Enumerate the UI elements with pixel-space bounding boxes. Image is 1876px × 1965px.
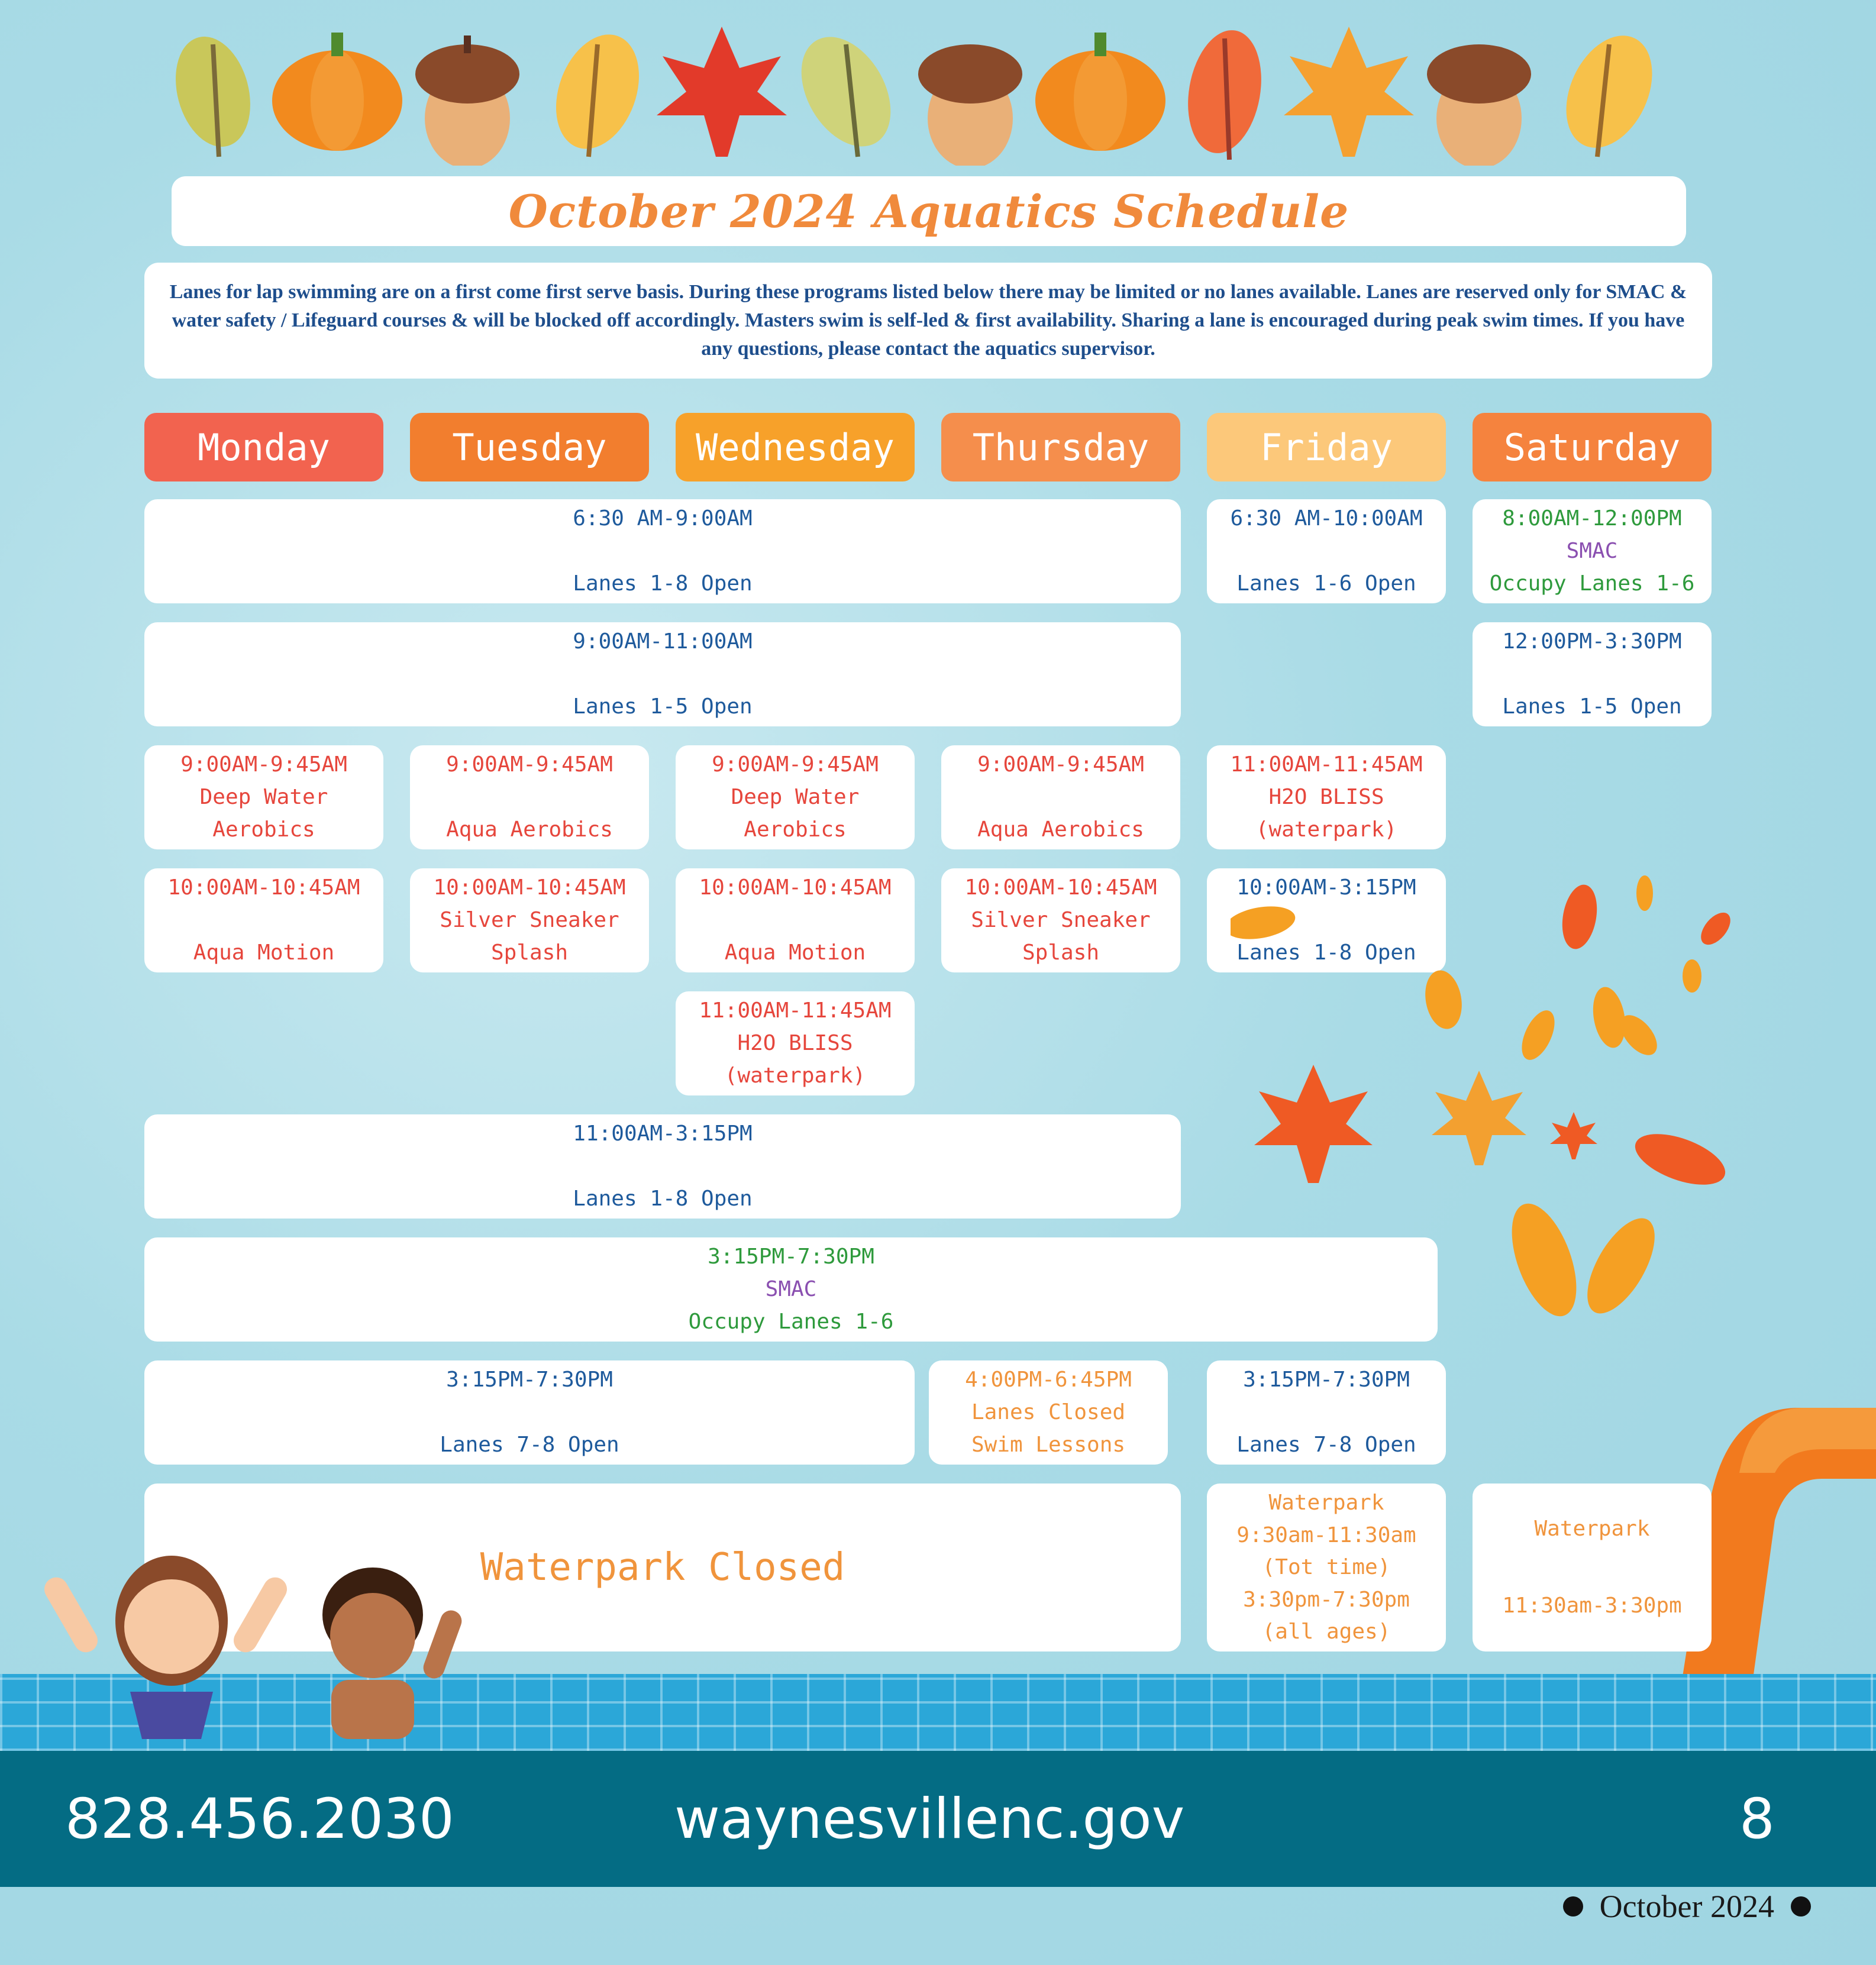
leaf-icon [783, 21, 909, 162]
leaf-icon [1499, 1195, 1590, 1325]
page-title: October 2024 Aquatics Schedule [508, 185, 1349, 238]
block-time: 11:00AM-3:15PM [573, 1122, 753, 1146]
block-program: SMAC [1566, 539, 1618, 563]
block-sat-mid-swim [1473, 622, 1712, 726]
leaf-icon [1696, 907, 1736, 950]
block-time: 3:15PM-7:30PM [1243, 1368, 1410, 1392]
block-time: 9:00AM-11:00AM [573, 629, 753, 654]
intro-text: Lanes for lap swimming are on a first come first serve basis. During these programs listed below there may be limited or no lanes available. Lanes are reserved only for SMAC & water safety / Lifeguard courses & will be blocked off accordingly. Masters swim is self-led & first availability. Sharing a lane is encouraged during peak swim times. If you have any questions, please contact the aquatics supervisor. [169, 281, 1687, 360]
block-detail: Lanes 1-5 Open [1502, 694, 1682, 719]
block-line: (Tot time) [1262, 1555, 1391, 1579]
block-wed-aqua-motion [676, 868, 915, 972]
waterpark-closed-label: Waterpark Closed [480, 1546, 845, 1589]
footer-bar [0, 1751, 1876, 1887]
leaf-icon [1549, 22, 1669, 161]
pumpkin-icon [272, 33, 402, 151]
block-line1: Silver Sneaker [971, 908, 1151, 932]
leaf-icon [541, 23, 654, 160]
page-number: 8 [1739, 1786, 1775, 1851]
block-line1: H2O BLISS [737, 1031, 853, 1055]
block-time: 6:30 AM-10:00AM [1230, 506, 1423, 531]
block-line: 9:30am-11:30am [1236, 1523, 1416, 1547]
leaf-icon [1231, 901, 1298, 944]
block-time: 4:00PM-6:45PM [965, 1368, 1132, 1392]
bullet-icon [1563, 1896, 1583, 1916]
day-header-monday: Monday [144, 413, 383, 481]
block-detail: Lanes 1-6 Open [1236, 571, 1416, 596]
block-thu-aqua-aerobics [941, 745, 1180, 849]
block-time: 6:30 AM-9:00AM [573, 506, 753, 531]
maple-leaf-icon [1254, 1065, 1373, 1183]
block-tue-silver-sneaker [410, 868, 649, 972]
block-mon-wed-evening-swim [144, 1360, 915, 1465]
block-line2: Splash [490, 941, 569, 965]
boy-swimmer-icon [322, 1568, 464, 1739]
block-detail: Lanes 1-5 Open [573, 694, 753, 719]
acorn-icon [918, 44, 1022, 166]
leaf-icon [1683, 959, 1701, 993]
block-time: 11:00AM-11:45AM [699, 998, 892, 1023]
leaf-icon [1629, 1124, 1732, 1195]
leaf-icon [1421, 968, 1466, 1032]
leaf-icon [1636, 875, 1653, 911]
day-header-tuesday: Tuesday [410, 413, 649, 481]
leaf-icon [164, 28, 261, 157]
block-line2: 11:30am-3:30pm [1502, 1594, 1682, 1618]
phone-number: 828.456.2030 [65, 1786, 454, 1851]
block-detail: Occupy Lanes 1-6 [688, 1310, 894, 1334]
block-detail: Lanes 7-8 Open [440, 1433, 619, 1457]
block-wed-deep-water [676, 745, 915, 849]
block-line1: Deep Water [731, 785, 860, 809]
bullet-icon [1791, 1896, 1811, 1916]
acorn-icon [1427, 44, 1531, 166]
block-sat-waterpark [1473, 1484, 1712, 1651]
block-line1: H2O BLISS [1268, 785, 1384, 809]
issue-date [1563, 1888, 1811, 1925]
block-thu-swim-lessons [929, 1360, 1168, 1465]
day-header-saturday: Saturday [1473, 413, 1712, 481]
block-line2: Lanes 1-8 Open [1236, 941, 1416, 965]
block-fri-h2o-bliss [1207, 745, 1446, 849]
block-tue-aqua-aerobics [410, 745, 649, 849]
pumpkin-icon [1035, 33, 1165, 151]
block-mon-thu-mid-swim [144, 622, 1181, 726]
block-time: 3:15PM-7:30PM [446, 1368, 613, 1392]
block-fri-evening-swim [1207, 1360, 1446, 1465]
block-time: 9:00AM-9:45AM [712, 752, 879, 777]
autumn-decoration-row [160, 18, 1710, 166]
block-mon-aqua-motion [144, 868, 383, 972]
block-line: (all ages) [1262, 1620, 1391, 1644]
block-fri-early-swim [1207, 499, 1446, 603]
block-evening-smac [144, 1237, 1438, 1342]
schedule-title-banner [172, 176, 1686, 246]
block-line2: (waterpark) [724, 1064, 866, 1088]
block-sat-smac [1473, 499, 1712, 603]
block-line1: Silver Sneaker [440, 908, 619, 932]
block-time: 10:00AM-10:45AM [433, 875, 626, 900]
block-line2: Aqua Aerobics [446, 817, 613, 842]
block-line2: Aerobics [744, 817, 847, 842]
day-header-thursday: Thursday [941, 413, 1180, 481]
block-line1: Deep Water [199, 785, 328, 809]
maple-leaf-icon [1550, 1112, 1597, 1159]
block-time: 10:00AM-10:45AM [699, 875, 892, 900]
acorn-icon [415, 35, 519, 166]
leaf-icon [1558, 882, 1601, 952]
issue-date-label: October 2024 [1599, 1889, 1774, 1924]
intro-notice [144, 263, 1712, 379]
block-time: 9:00AM-9:45AM [180, 752, 347, 777]
block-time: 11:00AM-11:45AM [1230, 752, 1423, 777]
block-line2: Aerobics [212, 817, 315, 842]
girl-swimmer-icon [40, 1556, 292, 1739]
leaf-icon [1515, 1006, 1561, 1065]
block-line2: Aqua Motion [193, 941, 335, 965]
block-time: 3:15PM-7:30PM [708, 1245, 874, 1269]
block-line2: Aqua Aerobics [977, 817, 1144, 842]
block-line1: Waterpark [1534, 1517, 1650, 1541]
block-detail: Lanes 7-8 Open [1236, 1433, 1416, 1457]
maple-leaf-icon [1432, 1071, 1526, 1165]
block-program: SMAC [765, 1277, 817, 1301]
block-line2: Aqua Motion [724, 941, 866, 965]
day-header-friday: Friday [1207, 413, 1446, 481]
block-time: 10:00AM-3:15PM [1236, 875, 1416, 900]
block-line: 3:30pm-7:30pm [1243, 1587, 1410, 1612]
block-mon-thu-afternoon-swim [144, 1114, 1181, 1219]
block-mon-deep-water [144, 745, 383, 849]
block-line2: Swim Lessons [971, 1433, 1126, 1457]
block-line: Waterpark [1268, 1491, 1384, 1515]
website-link[interactable]: waynesvillenc.gov [674, 1786, 1185, 1851]
block-time: 10:00AM-10:45AM [964, 875, 1157, 900]
block-time: 12:00PM-3:30PM [1502, 629, 1682, 654]
block-wed-h2o-bliss [676, 991, 915, 1095]
block-time: 8:00AM-12:00PM [1502, 506, 1682, 531]
block-thu-silver-sneaker [941, 868, 1180, 972]
block-time: 10:00AM-10:45AM [167, 875, 360, 900]
block-detail: Occupy Lanes 1-6 [1489, 571, 1695, 596]
block-time: 9:00AM-9:45AM [977, 752, 1144, 777]
maple-leaf-icon [657, 27, 787, 157]
oak-leaf-icon [1179, 24, 1271, 160]
maple-leaf-icon [1284, 27, 1414, 157]
block-time: 9:00AM-9:45AM [446, 752, 613, 777]
swimming-kids-illustration [24, 1538, 473, 1751]
leaf-icon [1574, 1208, 1668, 1324]
block-line1: Lanes Closed [971, 1400, 1126, 1424]
day-header-wednesday: Wednesday [676, 413, 915, 481]
block-mon-thu-early-swim [144, 499, 1181, 603]
block-line2: Splash [1022, 941, 1100, 965]
block-detail: Lanes 1-8 Open [573, 1187, 753, 1211]
block-detail: Lanes 1-8 Open [573, 571, 753, 596]
block-fri-waterpark [1207, 1484, 1446, 1651]
block-line2: (waterpark) [1255, 817, 1397, 842]
